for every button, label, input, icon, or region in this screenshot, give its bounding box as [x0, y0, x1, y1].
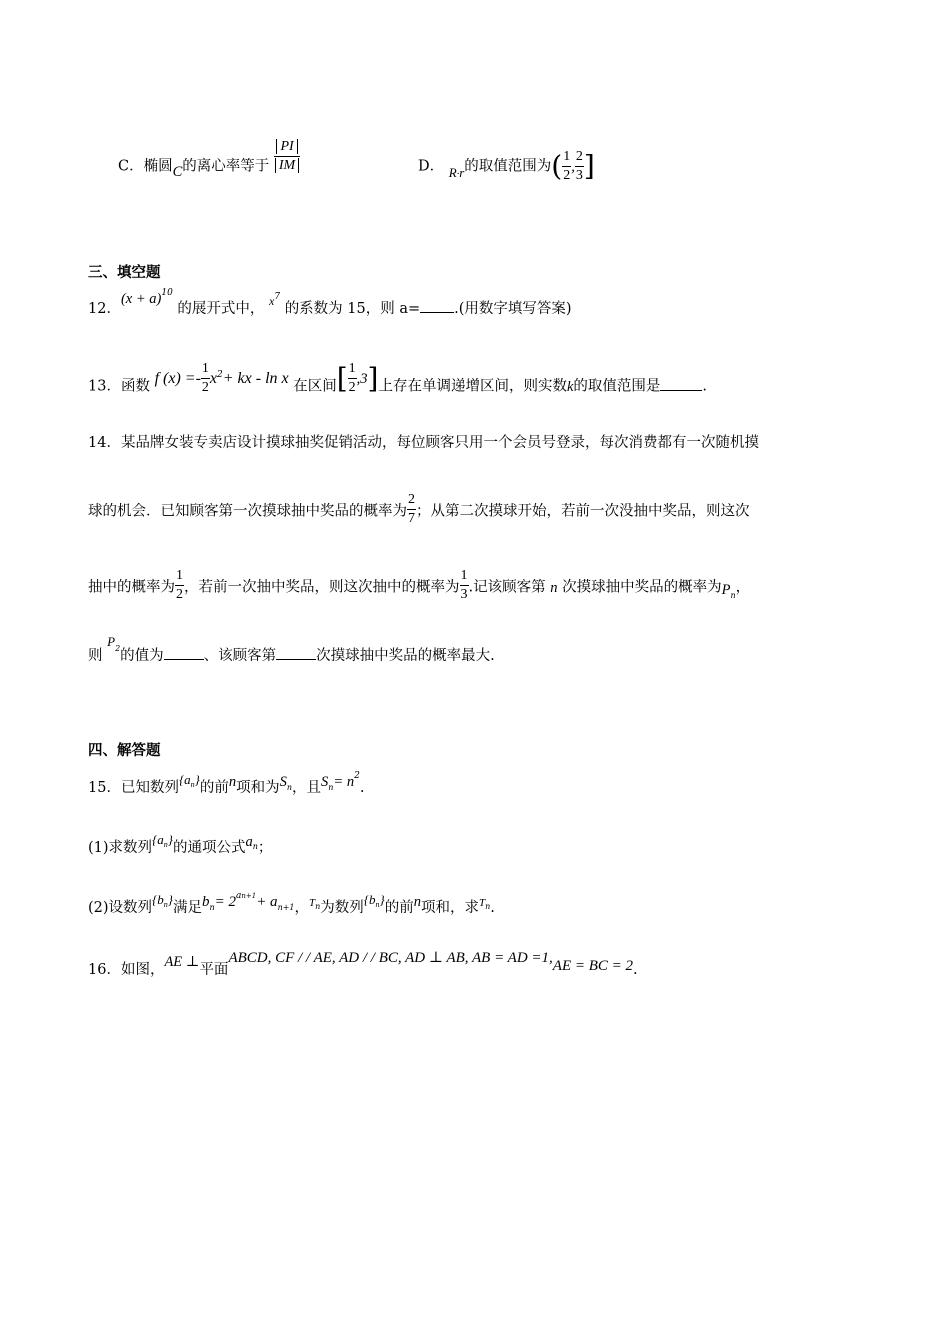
question-14-line-3: 抽中的概率为 $\frac{1}{2}$ ，若前一次抽中奖品，则这次抽中的概率为 $\frac{1}{3}$ .记该顾客第 n 次摸球抽中奖品的概率为$P_n$，	[88, 568, 751, 602]
option-d: D． $R_\cdot r$的取值范围为( $\frac{1}{2}$ , $\frac{2}{3}$ ]	[418, 149, 595, 183]
section-solve: 四、解答题	[88, 742, 161, 759]
question-15-part-1: (1)求数列$\{a_n\}$的通项公式$a^n$；	[88, 832, 273, 856]
range-low: $\frac{1}{2}$	[563, 149, 571, 183]
question-15-part-2: (2)设数列$\{b_n\}$满足$bn= 2^{an+1}+ an+1$，$^{Tn}$为数列$\{b_n\}$的前n项和，求$^{Tn}$.	[88, 891, 495, 916]
question-14-line-2: 球的机会．已知顾客第一次摸球抽中奖品的概率为 $\frac{2}{7}$ ；从第二次摸球开始，若前一次没抽中奖品，则这次	[88, 492, 750, 526]
answer-blank[interactable]	[420, 298, 454, 313]
option-c: C．椭圆C的离心率等于 $\frac{PI}{IM}$	[118, 150, 300, 183]
question-14-line-1: 14．某品牌女装专卖店设计摸球抽奖促销活动，每位顾客只用一个会员号登录，每次消费都有一次随机摸	[88, 435, 759, 451]
answer-blank-p2[interactable]	[164, 645, 204, 660]
range-high: $\frac{2}{3}$	[575, 149, 583, 183]
question-15: 15．已知数列$\{a_n\}$的前n项和为Sn，且$Sn= n^2$.	[88, 771, 365, 796]
answer-blank[interactable]	[660, 376, 702, 391]
question-14-line-4: 则 $P^2$的值为 、该顾客第 次摸球抽中奖品的概率最大.	[88, 634, 495, 664]
answer-blank-n[interactable]	[276, 645, 316, 660]
question-16: 16．如图，AE ⊥平面ABCD, CF / / AE, AD / / BC, AD ⊥ AB, AB = AD =1,AE = BC = 2.	[88, 950, 638, 978]
question-12: 12．$(x + a)^{10}$ 的展开式中， $^{x7}$ 的系数为 15，则 a= .(用数字填写答案)	[88, 288, 572, 317]
eccentricity-fraction: $\frac{PI}{IM}$	[274, 140, 300, 173]
question-13: 13．函数 f (x) =- $\frac{1}{2}$ $x^2+$ kx - ln x 在区间[ $\frac{1}{2}$ ,3]上存在单调递增区间，则实数k的取值范围是 .	[88, 361, 708, 395]
section-fill-in: 三、填空题	[88, 264, 161, 281]
